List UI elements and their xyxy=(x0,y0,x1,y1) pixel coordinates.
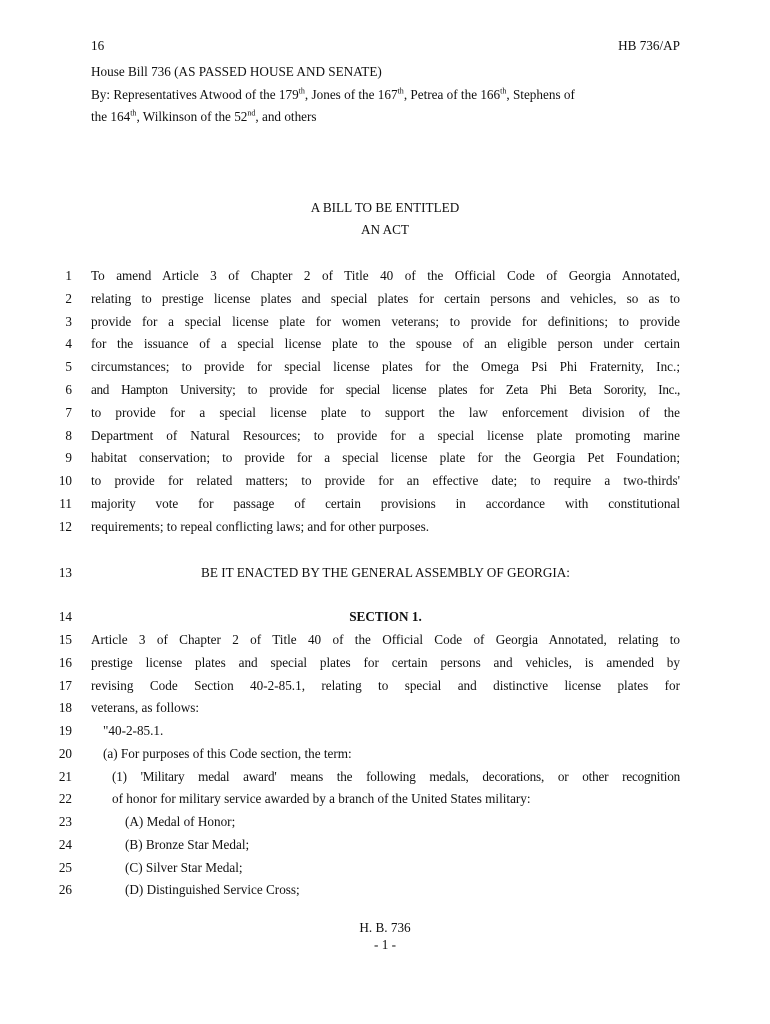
line-number: 19 xyxy=(58,723,72,738)
line-row xyxy=(0,814,770,834)
section-heading: SECTION 1. xyxy=(349,609,422,624)
heading-bill-entitled: A BILL TO BE ENTITLED xyxy=(310,200,460,215)
line-row xyxy=(0,268,770,288)
line-text: relating to prestige license plates and special plates for certain persons and vehicles, so as to xyxy=(91,291,680,306)
line-text: to provide for related matters; to provide for an effective date; to require a two-thirds' xyxy=(91,473,680,488)
line-number: 11 xyxy=(59,496,72,511)
line-row xyxy=(0,769,770,789)
line-number: 10 xyxy=(58,473,72,488)
line-text: to provide for a special license plate to support the law enforcement division of the xyxy=(91,405,680,420)
header-bill-id: HB 736/AP xyxy=(618,38,680,53)
line-row xyxy=(0,723,770,743)
line-text: for the issuance of a special license plate to the spouse of an eligible person under certain xyxy=(91,336,680,351)
line-text: revising Code Section 40-2-85.1, relating to special and distinctive license plates for xyxy=(91,678,680,693)
line-row xyxy=(0,632,770,652)
line-number: 8 xyxy=(65,428,72,443)
line-row xyxy=(0,837,770,857)
line-row xyxy=(0,746,770,766)
line-text: (C) Silver Star Medal; xyxy=(125,860,243,875)
enacting-clause-row xyxy=(0,565,770,585)
line-text: prestige license plates and special plates for certain persons and vehicles, is amended by xyxy=(91,655,680,670)
line-number: 17 xyxy=(58,678,72,693)
line-text: (a) For purposes of this Code section, the term: xyxy=(103,746,352,761)
heading-an-act: AN ACT xyxy=(361,222,409,237)
line-row xyxy=(0,496,770,516)
line-row xyxy=(0,291,770,311)
sponsors-line-2: the 164th, Wilkinson of the 52nd, and others xyxy=(91,108,317,124)
line-text: majority vote for passage of certain provisions in accordance with constitutional xyxy=(91,496,680,511)
line-number: 22 xyxy=(58,791,72,806)
line-text: Department of Natural Resources; to provide for a special license plate promoting marine xyxy=(91,428,680,443)
line-text: "40-2-85.1. xyxy=(103,723,164,738)
line-number: 3 xyxy=(65,314,72,329)
line-text: requirements; to repeal conflicting laws; and for other purposes. xyxy=(91,519,430,534)
line-row xyxy=(0,655,770,675)
line-number: 12 xyxy=(58,519,72,534)
enacting-clause: BE IT ENACTED BY THE GENERAL ASSEMBLY OF GEORGIA: xyxy=(201,565,570,580)
line-row xyxy=(0,336,770,356)
line-text: (D) Distinguished Service Cross; xyxy=(125,882,300,897)
footer-bill: H. B. 736 xyxy=(359,920,411,935)
line-row xyxy=(0,519,770,539)
line-row xyxy=(0,700,770,720)
section-heading-row xyxy=(0,609,770,629)
line-number: 26 xyxy=(58,882,72,897)
bill-title: House Bill 736 (AS PASSED HOUSE AND SENATE) xyxy=(91,64,382,79)
line-row xyxy=(0,450,770,470)
line-row xyxy=(0,428,770,448)
line-number: 1 xyxy=(65,268,72,283)
line-number: 2 xyxy=(65,291,72,306)
line-number: 14 xyxy=(58,609,72,624)
line-number: 23 xyxy=(58,814,72,829)
line-row xyxy=(0,359,770,379)
line-row xyxy=(0,314,770,334)
line-number: 7 xyxy=(65,405,72,420)
footer-page-number: - 1 - xyxy=(374,937,396,952)
line-row xyxy=(0,473,770,493)
line-number: 4 xyxy=(65,336,72,351)
line-text: provide for a special license plate for women veterans; to provide for definitions; to provide xyxy=(91,314,680,329)
line-text: habitat conservation; to provide for a special license plate for the Georgia Pet Foundation; xyxy=(91,450,680,465)
line-number: 9 xyxy=(65,450,72,465)
line-text: (A) Medal of Honor; xyxy=(125,814,236,829)
line-text: and Hampton University; to provide for special license plates for Zeta Phi Beta Sorority, Inc., xyxy=(91,382,680,397)
line-text: Article 3 of Chapter 2 of Title 40 of the Official Code of Georgia Annotated, relating to xyxy=(91,632,680,647)
line-row xyxy=(0,882,770,902)
line-number: 16 xyxy=(58,655,72,670)
line-number: 13 xyxy=(58,565,72,580)
line-row xyxy=(0,860,770,880)
line-number: 21 xyxy=(58,769,72,784)
line-number: 20 xyxy=(58,746,72,761)
line-number: 24 xyxy=(58,837,72,852)
line-number: 18 xyxy=(58,700,72,715)
line-text: circumstances; to provide for special license plates for the Omega Psi Phi Fraternity, Inc.; xyxy=(91,359,680,374)
line-text: (B) Bronze Star Medal; xyxy=(125,837,250,852)
line-text: veterans, as follows: xyxy=(91,700,200,715)
line-row xyxy=(0,405,770,425)
line-number: 5 xyxy=(65,359,72,374)
line-text: of honor for military service awarded by a branch of the United States military: xyxy=(112,791,531,806)
line-row xyxy=(0,678,770,698)
line-text: (1) 'Military medal award' means the following medals, decorations, or other recognition xyxy=(112,769,680,784)
line-number: 15 xyxy=(58,632,72,647)
sponsors-line-1: By: Representatives Atwood of the 179th, Jones of the 167th, Petrea of the 166th, Stephens of xyxy=(91,86,575,102)
line-row xyxy=(0,382,770,402)
line-number: 6 xyxy=(65,382,72,397)
line-row xyxy=(0,791,770,811)
line-text: To amend Article 3 of Chapter 2 of Title 40 of the Official Code of Georgia Annotated, xyxy=(91,268,680,283)
line-number: 25 xyxy=(58,860,72,875)
header-page-number: 16 xyxy=(91,38,105,53)
